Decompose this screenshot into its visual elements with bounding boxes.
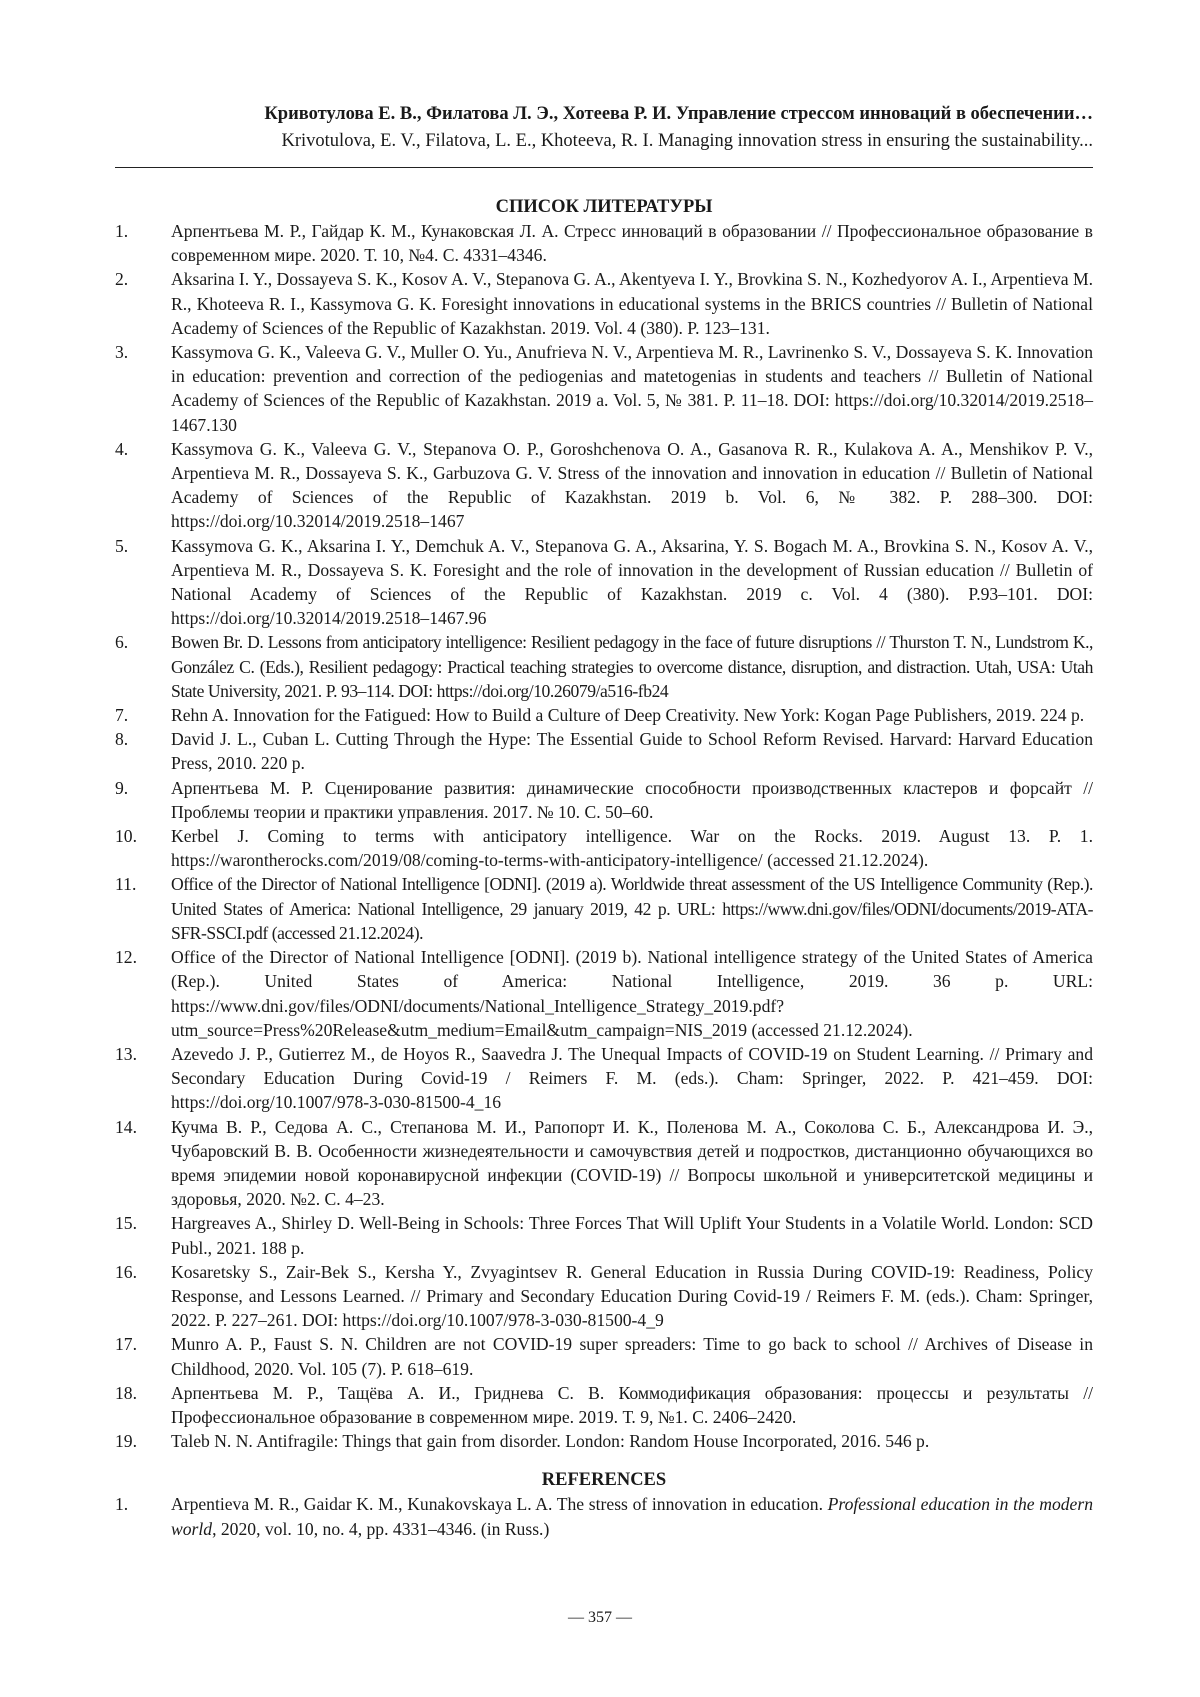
reference-item: [115, 776, 1093, 824]
reference-text-tail: , 2020, vol. 10, no. 4, pp. 4331–4346. (in Russ.): [212, 1519, 549, 1539]
reference-text: Kassymova G. K., Aksarina I. Y., Demchuk A. V., Stepanova G. A., Aksarina, Y. S. Bogach M. A., Brovkina S. N., Kosov A. V., Arpentieva M. R., Dossayeva S. K. Foresight and the role of innovation in the development of Russian education // Bulletin of National Academy of Sciences of the Republic of Kazakhstan. 2019 c. Vol. 4 (380). P.93–101. DOI: https://doi.org/10.32014/2019.2518–1467.96: [171, 534, 1093, 631]
reference-text: [171, 1492, 1093, 1540]
reference-number: 13.: [115, 1042, 171, 1115]
reference-number: 2.: [115, 267, 171, 340]
reference-item: [115, 1492, 1093, 1540]
reference-text: Taleb N. N. Antifragile: Things that gain from disorder. London: Random House Incorporated, 2016. 546 p.: [171, 1429, 1093, 1453]
reference-number: 16.: [115, 1260, 171, 1333]
reference-number: 17.: [115, 1332, 171, 1380]
reference-number: 10.: [115, 824, 171, 872]
reference-text: Aksarina I. Y., Dossayeva S. K., Kosov A. V., Stepanova G. A., Akentyeva I. Y., Brovkina S. N., Kozhedyorov A. I., Arpentieva M. R., Khoteeva R. I., Kassymova G. K. Foresight innovations in educational systems in the BRICS countries // Bulletin of National Academy of Sciences of the Republic of Kazakhstan. 2019. Vol. 4 (380). P. 123–131.: [171, 267, 1093, 340]
reference-item: [115, 340, 1093, 437]
reference-text: Kassymova G. K., Valeeva G. V., Muller O. Yu., Anufrieva N. V., Arpentieva M. R., Lavrinenko S. V., Dossayeva S. K. Innovation in education: prevention and correction of the pediogenias and matetogenias in students and teachers // Bulletin of National Academy of Sciences of the Republic of Kazakhstan. 2019 a. Vol. 5, № 381. P. 11–18. DOI: https://doi.org/10.32014/2019.2518–1467.130: [171, 340, 1093, 437]
reference-text: Кучма В. Р., Седова А. С., Степанова М. И., Рапопорт И. К., Поленова М. А., Соколова С. Б., Александрова И. Э., Чубаровский В. В. Особенности жизнедеятельности и самочувствия детей и подростков, дистанционно обучающихся во время эпидемии новой коронавирусной инфекции (COVID-19) // Вопросы школьной и университетской медицины и здоровья, 2020. №2. С. 4–23.: [171, 1115, 1093, 1212]
reference-text: Office of the Director of National Intelligence [ODNI]. (2019 b). National intelligence strategy of the United States of America (Rep.). United States of America: National Intelligence, 2019. 36 p. URL: https://www.dni.gov/files/ODNI/documents/National_Intelligence_Strategy_2019.pdf?utm_source=Press%20Release&utm_medium=Email&utm_campaign=NIS_2019 (accessed 21.12.2024).: [171, 945, 1093, 1042]
reference-number: 3.: [115, 340, 171, 437]
reference-text: David J. L., Cuban L. Cutting Through the Hype: The Essential Guide to School Reform Revised. Harvard: Harvard Education Press, 2010. 220 p.: [171, 727, 1093, 775]
reference-number: 1.: [115, 1492, 171, 1540]
reference-item: [115, 1332, 1093, 1380]
reference-text: Bowen Br. D. Lessons from anticipatory intelligence: Resilient pedagogy in the face of future disruptions // Thurston T. N., Lundstrom K., González C. (Eds.), Resilient pedagogy: Practical teaching strategies to overcome distance, disruption, and distraction. Utah, USA: Utah State University, 2021. P. 93–114. DOI: https://doi.org/10.26079/a516-fb24: [171, 630, 1093, 703]
reference-text: Munro A. P., Faust S. N. Children are not COVID-19 super spreaders: Time to go back to school // Archives of Disease in Childhood, 2020. Vol. 105 (7). P. 618–619.: [171, 1332, 1093, 1380]
reference-item: [115, 1381, 1093, 1429]
reference-text-main: Arpentieva M. R., Gaidar K. M., Kunakovskaya L. A. The stress of innovation in education.: [171, 1494, 828, 1514]
page-number: — 357 —: [0, 1609, 1200, 1627]
reference-text: Rehn A. Innovation for the Fatigued: How to Build a Culture of Deep Creativity. New York: Kogan Page Publishers, 2019. 224 p.: [171, 703, 1093, 727]
reference-item: [115, 1211, 1093, 1259]
reference-text: Kassymova G. K., Valeeva G. V., Stepanova O. P., Goroshchenova O. A., Gasanova R. R., Kulakova A. A., Menshikov P. V., Arpentieva M. R., Dossayeva S. K., Garbuzova G. V. Stress of the innovation and innovation in education // Bulletin of National Academy of Sciences of the Republic of Kazakhstan. 2019 b. Vol. 6, № 382. P. 288–300. DOI: https://doi.org/10.32014/2019.2518–1467: [171, 437, 1093, 534]
reference-number: 6.: [115, 630, 171, 703]
header-divider: [115, 167, 1093, 168]
reference-journal-title: Professional education in the modern world: [171, 1494, 1093, 1538]
reference-item: [115, 219, 1093, 267]
reference-number: 12.: [115, 945, 171, 1042]
reference-item: [115, 872, 1093, 945]
references-list: [115, 1492, 1093, 1540]
reference-text: Kerbel J. Coming to terms with anticipatory intelligence. War on the Rocks. 2019. August 13. P. 1. https://warontherocks.com/2019/08/coming-to-terms-with-anticipatory-intelligence/ (accessed 21.12.2024).: [171, 824, 1093, 872]
running-header-en: Krivotulova, E. V., Filatova, L. E., Khoteeva, R. I. Managing innovation stress in ensuring the sustainability...: [115, 128, 1093, 154]
reference-number: 4.: [115, 437, 171, 534]
page-content: [115, 195, 1093, 1541]
reference-number: 15.: [115, 1211, 171, 1259]
reference-number: 5.: [115, 534, 171, 631]
reference-item: [115, 824, 1093, 872]
spisok-list: [115, 219, 1093, 1453]
reference-number: 7.: [115, 703, 171, 727]
reference-number: 11.: [115, 872, 171, 945]
reference-item: [115, 1429, 1093, 1453]
reference-item: [115, 437, 1093, 534]
reference-text: Hargreaves A., Shirley D. Well-Being in Schools: Three Forces That Will Uplift Your Students in a Volatile World. London: SCD Publ., 2021. 188 p.: [171, 1211, 1093, 1259]
running-header-ru: Кривотулова Е. В., Филатова Л. Э., Хотеева Р. И. Управление стрессом инноваций в обеспечении…: [115, 100, 1093, 128]
reference-text: Арпентьева М. Р. Сценирование развития: динамические способности производственных кластеров и форсайт // Проблемы теории и практики управления. 2017. № 10. С. 50–60.: [171, 776, 1093, 824]
reference-number: 18.: [115, 1381, 171, 1429]
references-title: REFERENCES: [115, 1468, 1093, 1492]
reference-text: Azevedo J. P., Gutierrez M., de Hoyos R., Saavedra J. The Unequal Impacts of COVID-19 on Student Learning. // Primary and Secondary Education During Covid-19 / Reimers F. M. (eds.). Cham: Springer, 2022. P. 421–459. DOI: https://doi.org/10.1007/978-3-030-81500-4_16: [171, 1042, 1093, 1115]
reference-item: [115, 727, 1093, 775]
reference-text: Арпентьева М. Р., Тащёва А. И., Гриднева С. В. Коммодификация образования: процессы и результаты // Профессиональное образование в современном мире. 2019. Т. 9, №1. С. 2406–2420.: [171, 1381, 1093, 1429]
reference-item: [115, 703, 1093, 727]
reference-number: 8.: [115, 727, 171, 775]
reference-number: 19.: [115, 1429, 171, 1453]
reference-text: Арпентьева М. Р., Гайдар К. М., Кунаковская Л. А. Стресс инноваций в образовании // Профессиональное образование в современном мире. 2020. Т. 10, №4. С. 4331–4346.: [171, 219, 1093, 267]
reference-number: 14.: [115, 1115, 171, 1212]
reference-item: [115, 630, 1093, 703]
reference-number: 9.: [115, 776, 171, 824]
running-header: [115, 100, 1093, 154]
reference-number: 1.: [115, 219, 171, 267]
reference-item: [115, 945, 1093, 1042]
reference-item: [115, 1260, 1093, 1333]
reference-item: [115, 534, 1093, 631]
spisok-title: СПИСОК ЛИТЕРАТУРЫ: [115, 195, 1093, 219]
reference-item: [115, 1042, 1093, 1115]
reference-item: [115, 1115, 1093, 1212]
reference-item: [115, 267, 1093, 340]
reference-text: Office of the Director of National Intelligence [ODNI]. (2019 a). Worldwide threat assessment of the US Intelligence Community (Rep.). United States of America: National Intelligence, 29 january 2019, 42 p. URL: https://www.dni.gov/files/ODNI/documents/2019-ATA-SFR-SSCI.pdf (accessed 21.12.2024).: [171, 872, 1093, 945]
reference-text: Kosaretsky S., Zair-Bek S., Kersha Y., Zvyagintsev R. General Education in Russia During COVID-19: Readiness, Policy Response, and Lessons Learned. // Primary and Secondary Education During Covid-19 / Reimers F. M. (eds.). Cham: Springer, 2022. P. 227–261. DOI: https://doi.org/10.1007/978-3-030-81500-4_9: [171, 1260, 1093, 1333]
